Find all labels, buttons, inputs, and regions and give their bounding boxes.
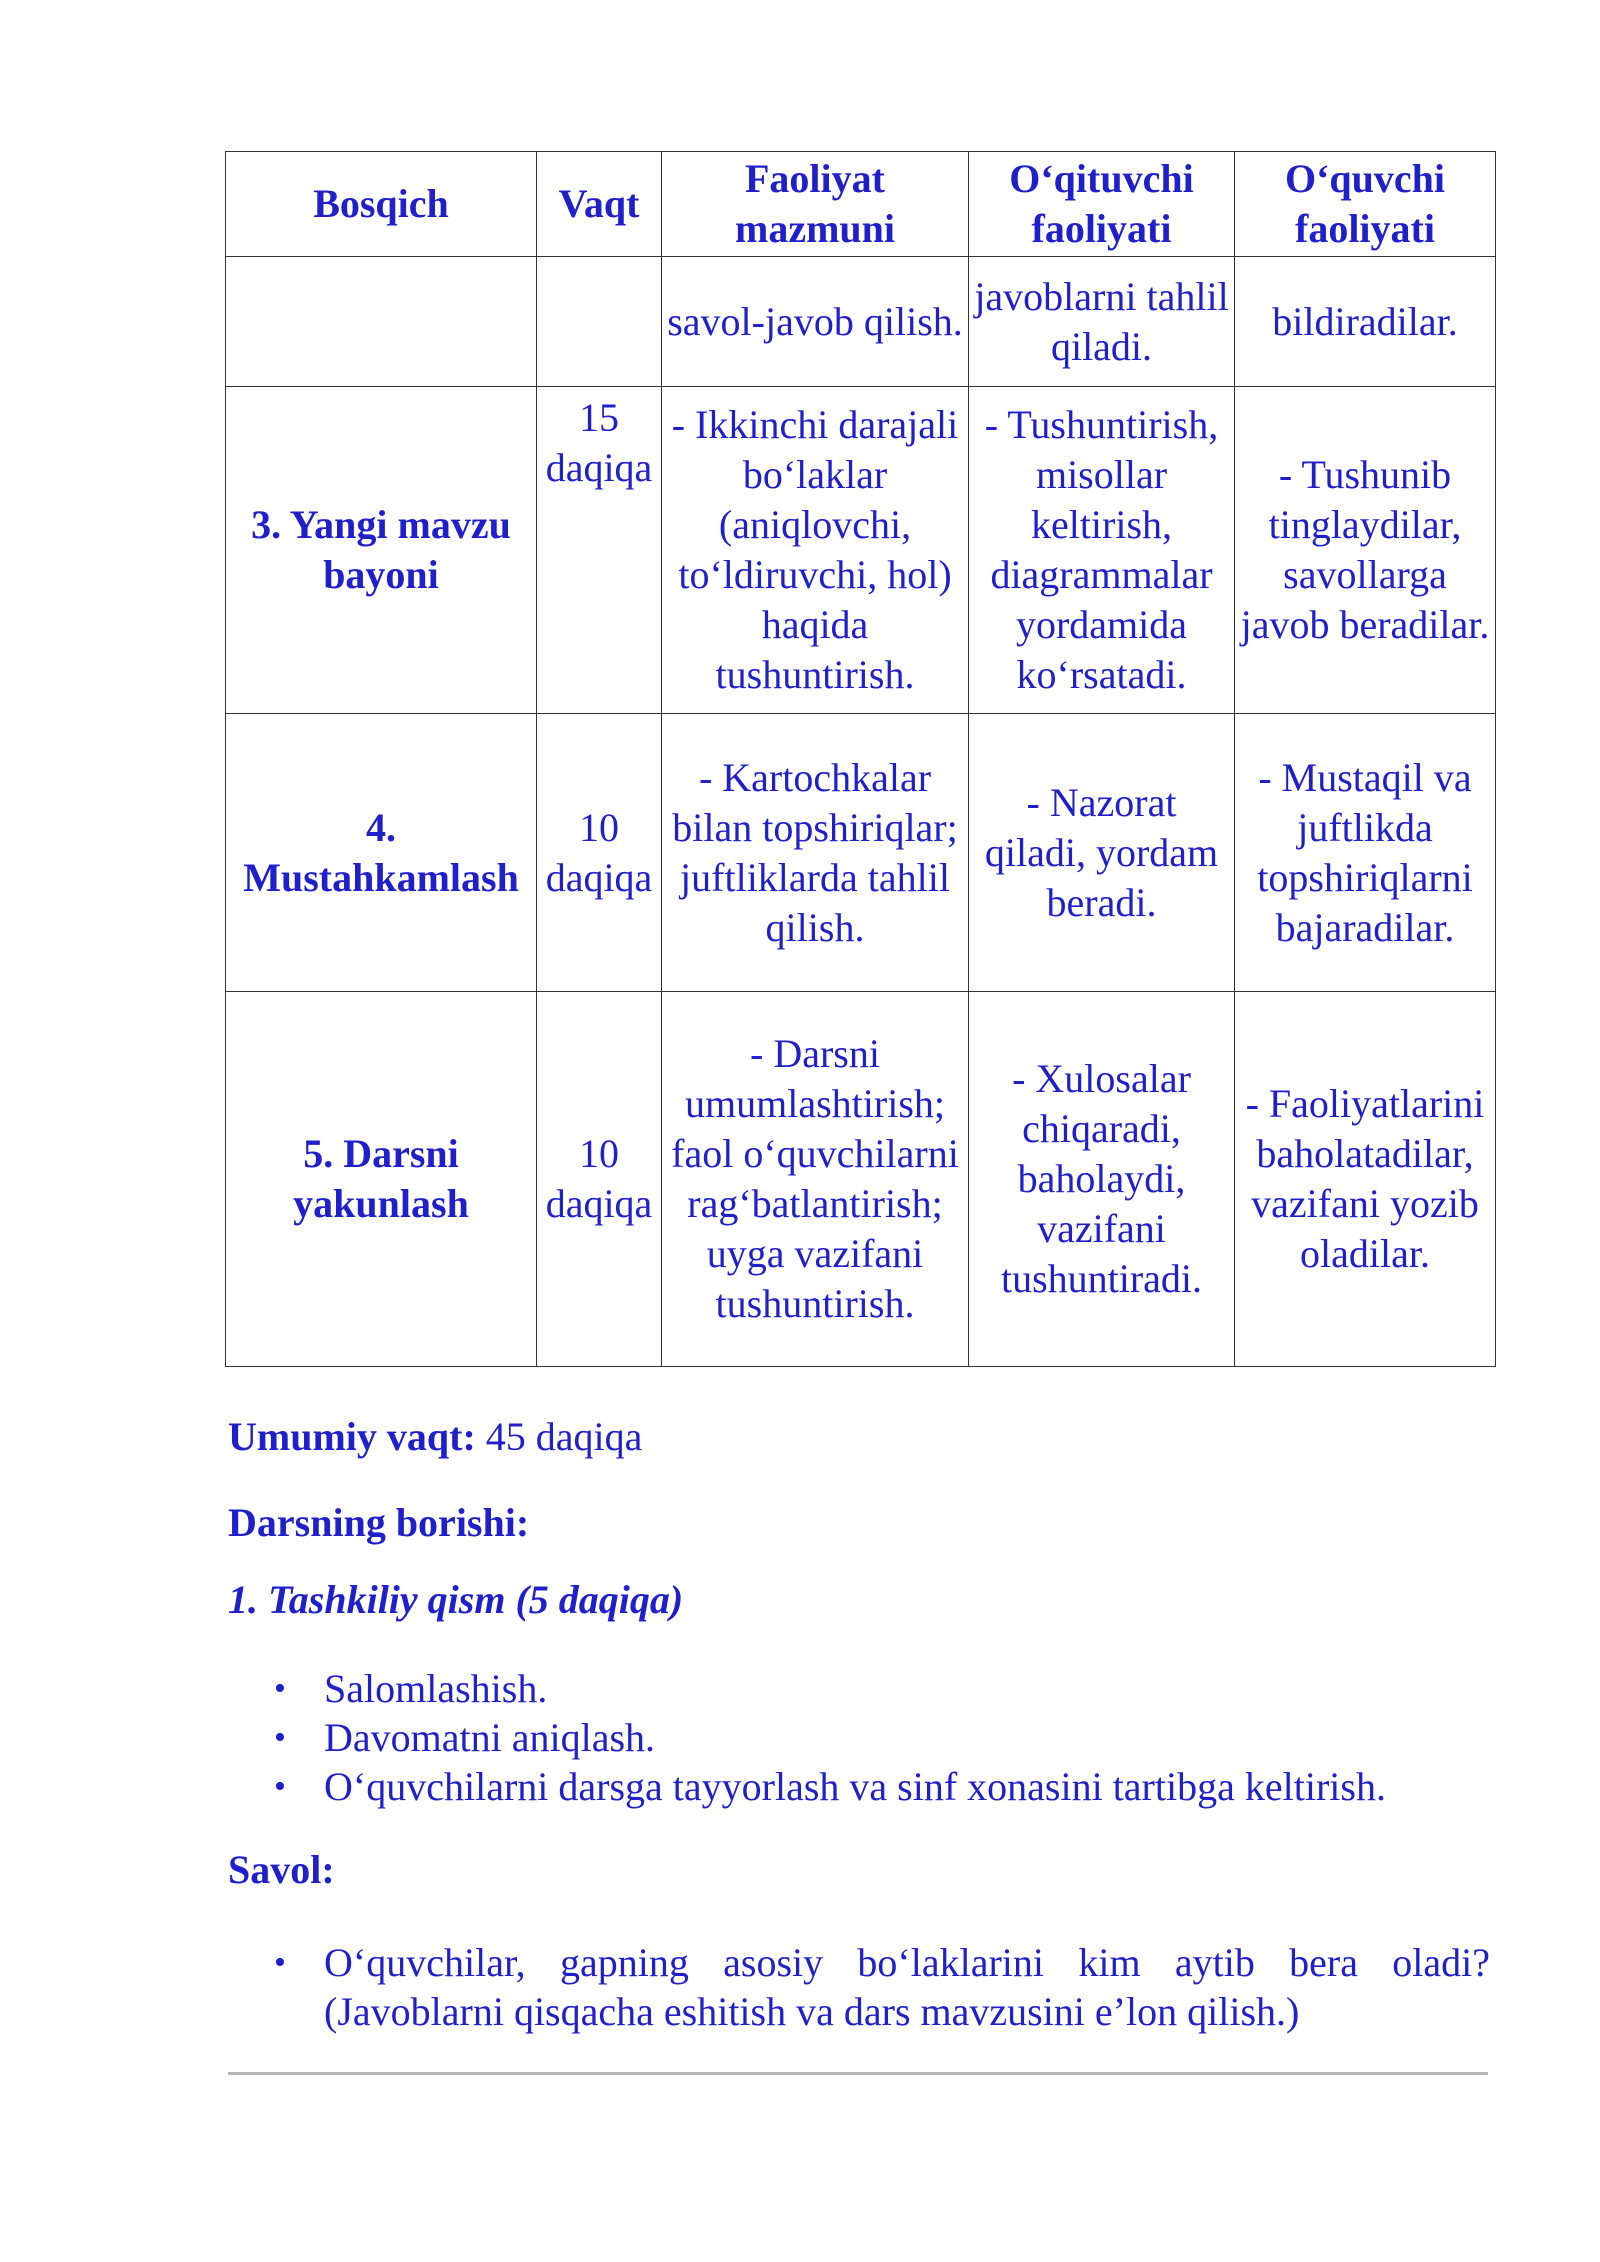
stage-cell: 5. Darsni yakunlash — [226, 992, 537, 1367]
student-cell: - Tushunib tinglaydilar, savollarga javob beradilar. — [1235, 387, 1496, 714]
list-item — [228, 1664, 1498, 1713]
list-item — [228, 1938, 1490, 2036]
table-row — [226, 992, 1496, 1367]
list-item-text: O‘quvchilar, gapning asosiy bo‘laklarini kim aytib bera oladi? (Javoblarni qisqacha eshitish va dars mavzusini e’lon qilish.) — [324, 1940, 1490, 2034]
bullet-icon: • — [274, 1768, 286, 1805]
list-item — [228, 1713, 1498, 1762]
table-row — [226, 257, 1496, 387]
bullet-icon: • — [274, 1944, 286, 1981]
content-cell: savol-javob qilish. — [662, 257, 969, 387]
header-content: Faoliyat mazmuni — [662, 152, 969, 257]
stage-cell — [226, 257, 537, 387]
total-time-value: 45 daqiqa — [485, 1414, 643, 1459]
bullet-icon: • — [274, 1670, 286, 1707]
horizontal-rule — [228, 2072, 1488, 2075]
student-cell: - Faoliyatlarini baholatadilar, vazifani yozib oladilar. — [1235, 992, 1496, 1367]
student-cell: - Mustaqil va juftlikda topshiriqlarni bajaradilar. — [1235, 714, 1496, 992]
header-stage: Bosqich — [226, 152, 537, 257]
list-item-text: O‘quvchilarni darsga tayyorlash va sinf xonasini tartibga keltirish. — [324, 1764, 1386, 1809]
table-row — [226, 714, 1496, 992]
total-time-label: Umumiy vaqt: — [228, 1414, 476, 1459]
time-cell: 10 daqiqa — [537, 992, 662, 1367]
stage-cell: 4. Mustahkamlash — [226, 714, 537, 992]
list-item-text: Salomlashish. — [324, 1666, 548, 1711]
time-cell: 15 daqiqa — [537, 387, 662, 714]
time-cell — [537, 257, 662, 387]
teacher-cell: javoblarni tahlil qiladi. — [969, 257, 1235, 387]
content-cell: - Darsni umumlashtirish; faol o‘quvchilarni rag‘batlantirish; uyga vazifani tushuntirish. — [662, 992, 969, 1367]
section1-heading: 1. Tashkiliy qism (5 daqiqa) — [228, 1577, 684, 1622]
teacher-cell: - Tushuntirish, misollar keltirish, diagrammalar yordamida ko‘rsatadi. — [969, 387, 1235, 714]
list-item — [228, 1762, 1498, 1811]
question-list — [228, 1938, 1490, 2036]
section1-list — [228, 1664, 1498, 1811]
table-row — [226, 387, 1496, 714]
total-time-line — [228, 1412, 642, 1462]
content-cell: - Ikkinchi darajali bo‘laklar (aniqlovchi, to‘ldiruvchi, hol) haqida tushuntirish. — [662, 387, 969, 714]
time-cell: 10 daqiqa — [537, 714, 662, 992]
content-cell: - Kartochkalar bilan topshiriqlar; juftliklarda tahlil qilish. — [662, 714, 969, 992]
list-item-text: Davomatni aniqlash. — [324, 1715, 656, 1760]
teacher-cell: - Xulosalar chiqaradi, baholaydi, vazifani tushuntiradi. — [969, 992, 1235, 1367]
header-time: Vaqt — [537, 152, 662, 257]
student-cell: bildiradilar. — [1235, 257, 1496, 387]
lesson-plan-table — [225, 151, 1496, 1367]
bullet-icon: • — [274, 1719, 286, 1756]
question-heading: Savol: — [228, 1847, 335, 1892]
teacher-cell: - Nazorat qiladi, yordam beradi. — [969, 714, 1235, 992]
table-header-row — [226, 152, 1496, 257]
header-student: O‘quvchi faoliyati — [1235, 152, 1496, 257]
stage-cell: 3. Yangi mavzu bayoni — [226, 387, 537, 714]
lesson-flow-heading: Darsning borishi: — [228, 1500, 530, 1545]
header-teacher: O‘qituvchi faoliyati — [969, 152, 1235, 257]
